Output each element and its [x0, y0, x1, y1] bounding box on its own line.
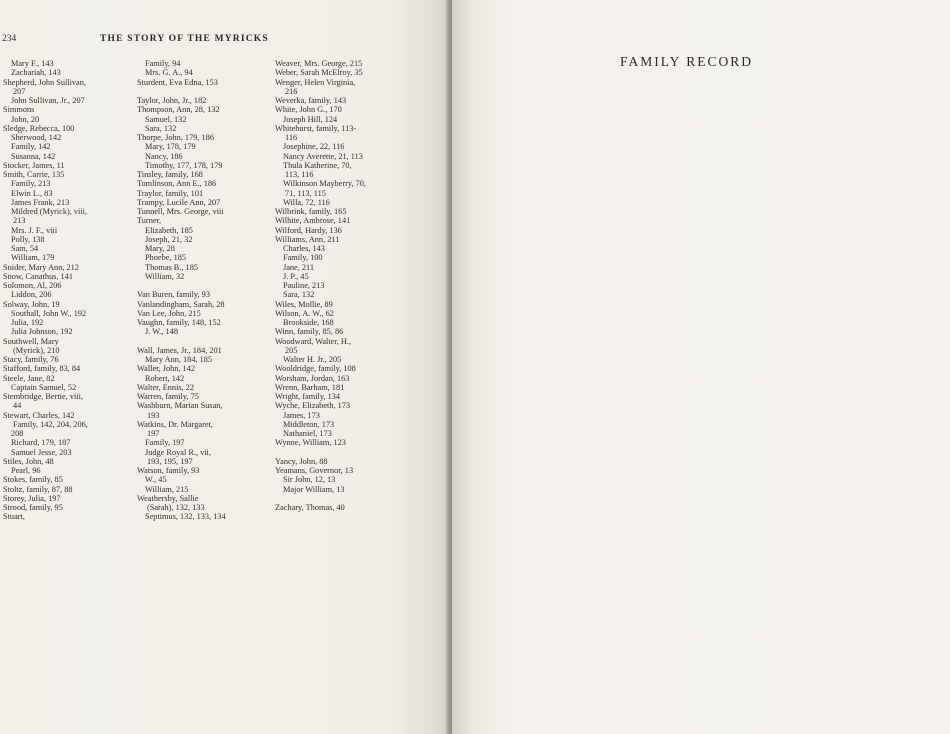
running-head [2, 34, 440, 48]
index-entry: Mrs. J. F., viii [11, 225, 58, 235]
index-entry: White, John G., 170 [275, 105, 342, 115]
index-entry: Mary Ann, 184, 185 [145, 355, 213, 364]
index-entry: Vaughn, family, 148, 152 [137, 318, 221, 327]
index-gap [137, 281, 273, 290]
index-entry: John Sullivan, Jr., 207 [11, 96, 85, 105]
left-page [0, 0, 450, 734]
index-entry: Solomon, Al, 206 [3, 281, 62, 290]
index-entry: Stacy, family, 76 [3, 355, 59, 364]
index-entry: Weverka, family, 143 [275, 96, 347, 105]
index-entry: Wilkinson Mayberry, 70, [283, 179, 367, 189]
index-entry: Joseph, 21, 32 [145, 234, 193, 244]
index-entry: Samuel Jesse, 203 [11, 447, 72, 457]
index-entry: J. P., 45 [283, 271, 309, 281]
index-entry: Family, 142, 204, 206, [13, 419, 88, 429]
index-entry: Snow, Canathus, 141 [3, 271, 73, 281]
index-entry: Stoltz, family, 87, 88 [3, 484, 73, 494]
index-entry: 71, 113, 115 [285, 188, 326, 198]
index-entry: Walter H. Jr., 205 [283, 355, 342, 364]
index-entry: Elizabeth, 185 [145, 225, 193, 235]
index-entry: Polly, 138 [11, 234, 45, 244]
index-entry: Wyche, Elizabeth, 173 [275, 401, 351, 411]
index-entry: Nathaniel, 173 [283, 429, 332, 438]
index-entry: Wrenn, Barham, 181 [275, 382, 345, 392]
index-entry: Smith, Carrie, 135 [3, 170, 65, 179]
index-entry: Stiles, John, 48 [3, 456, 54, 466]
index-entry: Vanlandingham, Sarah, 28 [137, 299, 225, 309]
index-entry: 216 [285, 86, 298, 96]
index-entry: Southall, John W., 192 [11, 308, 87, 318]
index-gap [137, 337, 273, 346]
index-entry: Traylor, family, 101 [137, 188, 204, 198]
index-entry: Wilford, Hardy, 136 [275, 225, 342, 235]
index-entry: Sherwood, 142 [11, 133, 62, 142]
index-entry: Watson, family, 93 [137, 466, 200, 475]
index-entry: Simmons [3, 105, 35, 115]
index-entry: Sturdent, Eva Edna, 153 [137, 77, 218, 87]
index-entry: 193 [147, 410, 160, 420]
index-entry: Julia, 192 [11, 318, 44, 327]
index-entry: Stocker, James, 11 [3, 160, 65, 170]
index-entry: Willa, 72, 116 [283, 197, 330, 207]
index-entry: Wynne, William, 123 [275, 438, 346, 448]
index-entry: James, 173 [283, 410, 320, 420]
index-entry: Tunnell, Mrs. George, viii [137, 207, 224, 216]
index-entry: Tomlinson, Ann E., 186 [137, 179, 217, 189]
index-entry: Thomas B., 185 [145, 262, 199, 272]
index-entry: Stokes, family, 85 [3, 475, 63, 485]
index-entry: Family, 142 [11, 142, 51, 152]
index-entry: Shepherd, John Sullivan, [3, 77, 86, 87]
index-entry: Josephine, 22, 116 [283, 142, 345, 152]
index-entry: 116 [285, 133, 298, 142]
index-entry: Timothy, 177, 178, 179 [145, 160, 223, 170]
index-entry: Waller, John, 142 [137, 364, 195, 374]
index-entry: Septimus, 132, 133, 134 [145, 512, 226, 522]
index-entry: Thula Katherine, 70, [283, 160, 352, 170]
index-entry: John, 20 [11, 114, 40, 124]
index-entry: Weaver, Mrs. George, 215 [275, 59, 363, 68]
index-column-2 [137, 59, 273, 522]
index-entry: Snider, Mary Ann, 212 [3, 262, 79, 272]
index-entry: Nancy, 186 [145, 151, 183, 161]
index-entry: Worsham, Jordan, 163 [275, 373, 350, 383]
index-entry: Sara, 132 [283, 290, 315, 300]
index-entry: Yeamans, Governor, 13 [275, 466, 354, 475]
page-number: 234 [2, 34, 17, 44]
index-entry: Storey, Julia, 197 [3, 493, 61, 503]
index-entry: Susanna, 142 [11, 151, 56, 161]
index-entry: Thompson, Ann, 28, 132 [137, 105, 220, 115]
index-entry: Washburn, Marian Susan, [137, 401, 223, 411]
index-entry: 44 [13, 401, 22, 411]
book-title: THE STORY OF THE MYRICKS [100, 34, 269, 44]
index-entry: William, 179 [11, 253, 55, 263]
index-entry: Richard, 179, 187 [11, 438, 71, 448]
index-entry: Watkins, Dr. Margaret, [137, 419, 213, 429]
family-record-heading: FAMILY RECORD [620, 54, 754, 69]
index-entry: Solway, John, 19 [3, 299, 60, 309]
index-entry: Taylor, John, Jr., 182 [137, 96, 207, 105]
index-entry: Mary, 178, 179 [145, 142, 196, 152]
index-entry: Family, 213 [11, 179, 51, 189]
index-entry: Brookside, 168 [283, 318, 334, 327]
index-entry: Stafford, family, 83, 84 [3, 364, 81, 374]
index-entry: Family, 100 [283, 253, 323, 263]
index-gap [137, 87, 273, 96]
index-entry: Pauline, 213 [283, 281, 325, 290]
right-page [452, 0, 950, 734]
index-entry: Samuel, 132 [145, 114, 187, 124]
index-entry: Steele, Jane, 82 [3, 373, 55, 383]
index-entry: Wall, James, Jr., 184, 201 [137, 345, 222, 355]
index-entry: William, 32 [145, 271, 185, 281]
index-entry: (Sarah), 132, 133 [147, 503, 205, 512]
index-entry: Turner, [137, 216, 162, 226]
index-entry: Sir John, 12, 13 [283, 475, 336, 485]
index-entry: Weber, Sarah McElroy, 35 [275, 68, 363, 78]
index-entry: Stembridge, Bertie, viii, [3, 392, 83, 401]
index-entry: Nancy Averette, 21, 113 [283, 151, 363, 161]
index-entry: Joseph Hill, 124 [283, 114, 338, 124]
index-entry: Van Buren, family, 93 [137, 290, 210, 300]
index-entry: 207 [13, 86, 26, 96]
index-entry: Wilson, A. W., 62 [275, 308, 334, 318]
index-entry: Strood, family, 95 [3, 503, 63, 512]
index-entry: James Frank, 213 [11, 197, 70, 207]
index-entry: 213 [13, 216, 26, 226]
index-entry: Jane, 211 [283, 262, 315, 272]
index-entry: Sledge, Rebecca, 100 [3, 123, 75, 133]
index-gap [275, 494, 417, 503]
index-entry: Stewart, Charles, 142 [3, 410, 75, 420]
index-entry: Captain Samuel, 52 [11, 382, 77, 392]
index-entry: W., 45 [145, 475, 167, 485]
index-entry: 205 [285, 345, 298, 355]
index-entry: (Myrick), 210 [13, 345, 60, 355]
index-entry: J. W., 148 [145, 327, 178, 337]
index-entry: Woodward, Walter, H., [275, 336, 352, 346]
index-entry: Family, 94 [145, 59, 181, 68]
index-entry: Southwell, Mary [3, 336, 59, 346]
index-entry: Middleton, 173 [283, 419, 335, 429]
index-entry: Walter, Ennis, 22 [137, 382, 195, 392]
index-entry: Warren, family, 75 [137, 392, 199, 401]
index-entry: Wiles, Mollie, 89 [275, 299, 333, 309]
index-entry: Whitehurst, family, 113- [275, 123, 357, 133]
index-column-3 [275, 59, 417, 512]
index-entry: Trampy, Lucile Ann, 207 [137, 197, 221, 207]
index-entry: Major William, 13 [283, 484, 345, 494]
index-entry: Zachariah, 143 [11, 68, 61, 78]
index-entry: 197 [147, 429, 160, 438]
index-entry: Yancy, John, 88 [275, 456, 328, 466]
index-entry: Zachary, Thomas, 40 [275, 503, 345, 512]
index-entry: Winn, family, 85, 86 [275, 327, 344, 337]
index-entry: Weathersby, Sallie [137, 493, 199, 503]
index-gap [275, 448, 417, 457]
index-entry: Julia Johnson, 192 [11, 327, 73, 337]
index-entry: Family, 197 [145, 438, 185, 448]
index-column-1 [3, 59, 133, 522]
index-entry: Mary, 28 [145, 244, 175, 253]
index-entry: Van Lee, John, 215 [137, 308, 201, 318]
index-entry: Tinsley, family, 168 [137, 170, 203, 179]
index-entry: Wooldridge, family, 108 [275, 364, 356, 374]
index-entry: Williams, Ann, 211 [275, 234, 340, 244]
index-entry: Wilhite, Ambrose, 141 [275, 216, 351, 226]
index-entry: Elwin L., 83 [11, 188, 53, 198]
index-entry: William, 215 [145, 484, 189, 494]
index-entry: Wright, family, 134 [275, 392, 341, 401]
index-entry: Sara, 132 [145, 123, 177, 133]
index-entry: Stuart, [3, 512, 25, 522]
index-entry: Phoebe, 185 [145, 253, 187, 263]
index-entry: 193, 195, 197 [147, 456, 193, 466]
index-entry: Mildred (Myrick), viii, [11, 207, 88, 216]
index-entry: Mrs. G. A., 94 [145, 68, 193, 78]
index-entry: Liddon, 206 [11, 290, 52, 300]
index-entry: 113, 116 [285, 170, 314, 179]
index-entry: 208 [11, 429, 24, 438]
index-entry: Pearl, 96 [11, 466, 41, 475]
index-entry: Judge Royal R., vii, [145, 447, 211, 457]
index-entry: Charles, 143 [283, 244, 325, 253]
index-entry: Wilbrink, family, 165 [275, 207, 347, 216]
index-entry: Sam, 54 [11, 244, 39, 253]
index-entry: Robert, 142 [145, 373, 185, 383]
index-entry: Thorpe, John, 179, 186 [137, 133, 214, 142]
index-entry: Wenger, Helen Virginia, [275, 77, 356, 87]
index-entry: Mary F., 143 [11, 59, 54, 68]
